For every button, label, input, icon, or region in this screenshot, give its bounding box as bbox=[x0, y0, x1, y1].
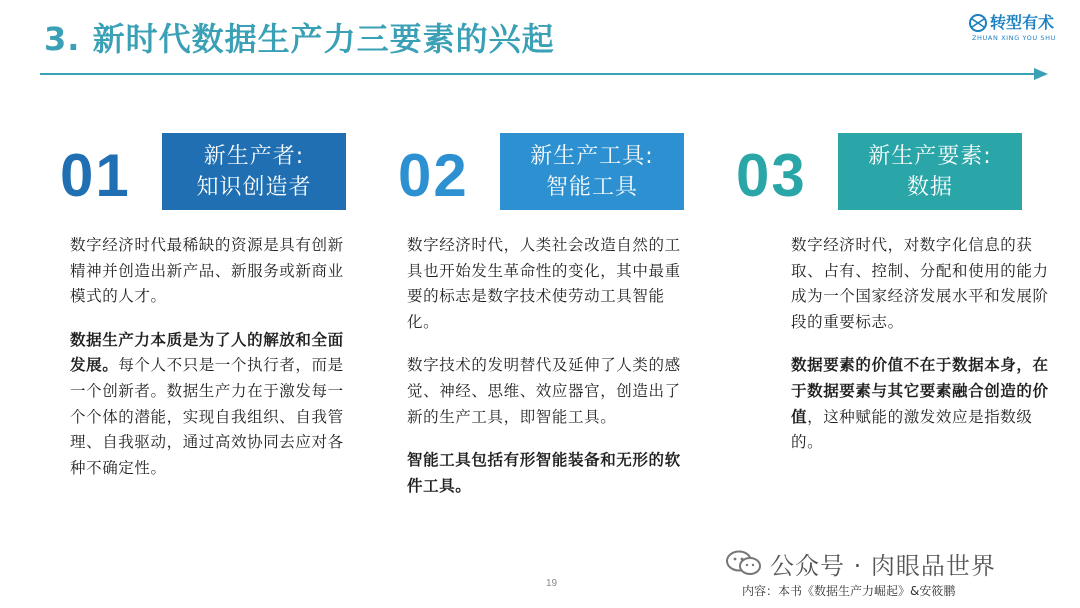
source-credit: 内容：本书《数据生产力崛起》&安筱鹏 bbox=[742, 584, 956, 598]
column-number: 02 bbox=[398, 142, 469, 209]
watermark-text: 公众号 · 肉眼品世界 bbox=[770, 552, 996, 580]
column-tag bbox=[162, 133, 346, 210]
column-number: 03 bbox=[736, 142, 807, 209]
tag-line: 新生产者: bbox=[203, 144, 305, 169]
logo-subtext: ZHUAN XING YOU SHU bbox=[972, 34, 1056, 42]
tag-line: 新生产要素: bbox=[868, 144, 992, 169]
brand-logo bbox=[968, 10, 1060, 48]
bold-text: 数据要素的价值不在于数据本身，在于数据要素与其它要素融合创造的价值 bbox=[791, 356, 1049, 426]
body-paragraph: 数字技术的发明替代及延伸了人类的感觉、神经、思维、效应器官，创造出了新的生产工具，即智能工具。 bbox=[407, 356, 681, 426]
column-body bbox=[791, 233, 1055, 474]
logo-mark-icon bbox=[968, 12, 988, 34]
column-body bbox=[407, 233, 687, 517]
header-divider-arrow bbox=[40, 67, 1048, 81]
wechat-watermark bbox=[726, 546, 1046, 578]
body-paragraph: 数字经济时代，对数字化信息的获取、占有、控制、分配和使用的能力成为一个国家经济发展水平和发展阶段的重要标志。 bbox=[791, 236, 1049, 331]
column-number: 01 bbox=[60, 142, 131, 209]
body-paragraph bbox=[70, 328, 350, 482]
bold-text: 智能工具包括有形智能装备和无形的软件工具。 bbox=[407, 451, 681, 495]
tag-line: 新生产工具: bbox=[530, 144, 654, 169]
tag-line: 知识创造者 bbox=[196, 175, 312, 200]
body-paragraph: 数字经济时代，人类社会改造自然的工具也开始发生革命性的变化，其中最重要的标志是数字技术使劳动工具智能化。 bbox=[407, 236, 681, 331]
slide-title: 3. 新时代数据生产力三要素的兴起 bbox=[44, 20, 555, 58]
tag-line: 数据 bbox=[906, 175, 953, 200]
wechat-icon bbox=[726, 550, 762, 576]
column-tag bbox=[500, 133, 684, 210]
column-body bbox=[70, 233, 350, 499]
page-number: 19 bbox=[546, 578, 558, 589]
body-paragraph: 数字经济时代最稀缺的资源是具有创新精神并创造出新产品、新服务或新商业模式的人才。 bbox=[70, 236, 344, 306]
bold-text: 数据生产力本质是为了人的解放和全面发展。 bbox=[70, 330, 344, 375]
column-tag bbox=[838, 133, 1022, 210]
body-paragraph bbox=[791, 353, 1055, 455]
logo-text: 转型有术 bbox=[990, 13, 1055, 32]
body-paragraph bbox=[407, 448, 687, 499]
tag-line: 智能工具 bbox=[545, 175, 638, 200]
body-text: 每个人不只是一个执行者，而是一个创新者。数据生产力在于激发每一个个体的潜能，实现自我组织、自我管理、自我驱动，通过高效协同去应对各种不确定性。 bbox=[70, 356, 344, 477]
body-text: ，这种赋能的激发效应是指数级的。 bbox=[791, 407, 1033, 452]
